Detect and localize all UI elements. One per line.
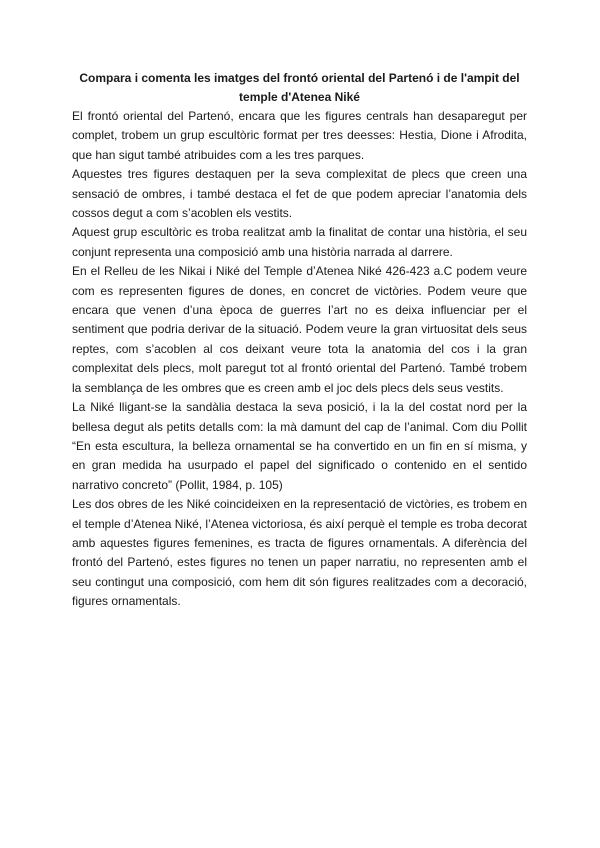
document-page — [72, 69, 527, 612]
document-title: Compara i comenta les imatges del frontó oriental del Partenó i de l'ampit del temple d'Atenea Niké — [79, 71, 520, 104]
paragraph-4: En el Relleu de les Nikai i Niké del Temple d’Atenea Niké 426-423 a.C podem veure com es representen figures de dones, en concret de victòries. Podem veure que encara que venen d’una època de guerres l’art no es deixa influenciar per el sentiment que podria derivar de la situació. Podem veure la gran virtuositat dels seus reptes, com s’acoblen al cos deixant veure tota la anatomia del cos i la gran complexitat dels plecs, molt paregut tot al frontó oriental del Partenó. També trobem la semblança de les ombres que es creen amb el joc dels plecs dels seus vestits. — [72, 264, 527, 395]
paragraph-6: Les dos obres de les Niké coincideixen en la representació de victòries, es trobem en el temple d’Atenea Niké, l’Atenea victoriosa, és així perquè el temple es troba decorat amb aquestes figures femenines, es tracta de figures ornamentals. A diferència del frontó del Partenó, estes figures no tenen un paper narratiu, no representen amb el seu contingut una composició, com hem dit són figures realitzades com a decoració, figures ornamentals. — [72, 497, 527, 609]
paragraph-5: La Niké lligant-se la sandàlia destaca la seva posició, i la la del costat nord per la bellesa degut als petits detalls com: la mà damunt del cap de l’animal. Com diu Pollit “En esta escultura, la belleza ornamental se ha convertido en un fin en sí misma, y en gran medida ha usurpado el papel del significado o contenido en el sentido narrativo concreto” (Pollit, 1984, p. 105) — [72, 400, 527, 492]
paragraph-2: Aquestes tres figures destaquen per la seva complexitat de plecs que creen una sensació de ombres, i també destaca el fet de que podem apreciar l’anatomia dels cossos degut a com s’acoblen els vestits. — [72, 167, 527, 221]
paragraph-3: Aquest grup escultòric es troba realitzat amb la finalitat de contar una història, el seu conjunt representa una composició amb una història narrada al darrere. — [72, 225, 527, 259]
paragraph-1: El frontó oriental del Partenó, encara que les figures centrals han desaparegut per complet, trobem un grup escultòric format per tres deesses: Hestia, Dione i Afrodita, que han sigut també atribuides com a les tres parques. — [72, 109, 527, 162]
